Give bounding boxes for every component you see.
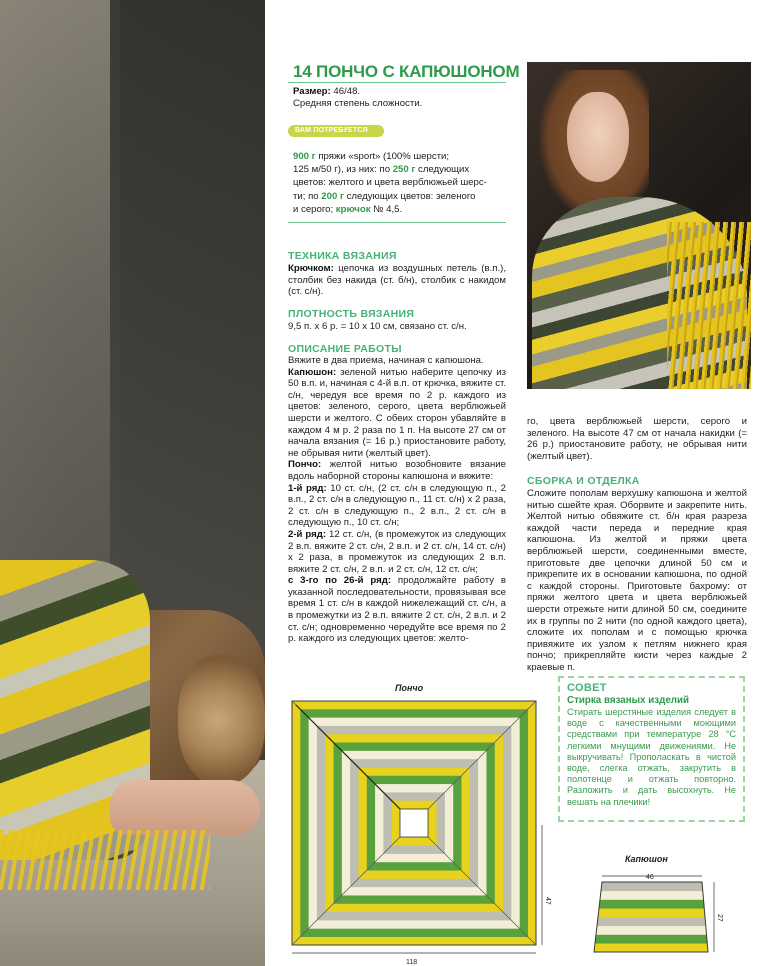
needs-pill: ВАМ ПОТРЕБУЕТСЯ: [288, 125, 384, 137]
stripe-band: [590, 926, 720, 931]
size-block: [293, 86, 508, 109]
stripe-band: [590, 904, 720, 909]
stripe-band: [292, 709, 536, 713]
advice-heading: СОВЕТ: [567, 682, 607, 694]
stripe-band: [300, 701, 304, 945]
poncho-diagram: [286, 695, 551, 966]
technique-body: цепочка из воздушных петель (в.п.), столбик без накида (ст. б/н), столбик с накидом (ст. с/н).: [288, 263, 506, 298]
stripe-band: [292, 928, 536, 932]
poncho-side-dimension: 47: [544, 897, 551, 905]
stripe-band: [590, 895, 720, 900]
model-photo: [527, 62, 751, 389]
assembly-text: Сложите пополам верхушку капюшона и желтой нитью сшейте края. Оборвите и закрепите нить. Желтой нитью обвяжите ст. б/н края разреза каждой части переда и передние края капюшона. Из желтой и пряжи цвета верблюжьей шерсти, соединенными вместе, приготовьте две цепочки длиной 50 см и прикрепите их в основании капюшона, по одной с каждой стороны. Приготовьте бахрому: от пряжи желтого цвета и цвета верблюжьей шерсти отрежьте нити длиной 50 см, соедините их в группы по 2 нити (по одной каждого цвета), сложите их пополам и с помощью крючка привяжите их узлом к петлям нижнего края пончо; прикрепляйте кисти через каждые 2 краевые п.: [527, 488, 747, 673]
stripe-band: [590, 886, 720, 891]
stripe-band: [590, 930, 720, 935]
stripe-band: [590, 908, 720, 913]
stripe-band: [503, 701, 507, 945]
poncho-diagram-label: Пончо: [395, 683, 424, 693]
stripe-band: [590, 939, 720, 944]
stripe-band: [292, 933, 536, 937]
hook-label: крючок: [335, 203, 371, 215]
stripe-band: [309, 701, 313, 945]
stripe-band: [304, 701, 308, 945]
stripe-band: [292, 916, 536, 920]
stripe-band: [519, 701, 523, 945]
technique-heading: ТЕХНИКА ВЯЗАНИЯ: [288, 250, 397, 262]
stripe-band: [292, 912, 536, 916]
description-text: [288, 355, 506, 645]
description-continued: го, цвета верблюжьей шерсти, серого и зеленого. На высоте 47 см от начала накидки (= 26 р.) приостановите работу, не обрывая нити (желтый цвет).: [527, 416, 747, 462]
hood-diagram: [590, 870, 740, 960]
stripe-band: [321, 701, 325, 945]
stripe-band: [292, 924, 536, 928]
stripe-band: [507, 701, 511, 945]
poncho-bottom-dimension: 118: [406, 959, 418, 966]
row2-label: 2-й ряд:: [288, 528, 327, 540]
density-heading: ПЛОТНОСТЬ ВЯЗАНИЯ: [288, 308, 415, 320]
poncho-fringe: [667, 222, 751, 389]
advice-subheading: Стирка вязаных изделий: [567, 695, 690, 706]
materials-line-5a: и серого;: [293, 203, 336, 215]
hook-size: № 4,5.: [370, 203, 403, 215]
technique-text: [288, 263, 506, 298]
stripe-band: [292, 937, 536, 941]
materials-line-4b: следующих цветов: зеленого: [343, 190, 476, 202]
title-rule: [288, 82, 506, 83]
hood-diagram-label: Капюшон: [625, 854, 668, 864]
stripe-band: [528, 701, 532, 945]
stripe-band: [292, 713, 536, 717]
size-value: 46/48.: [333, 86, 361, 97]
rows3-label: с 3-го по 26-й ряд:: [288, 575, 392, 587]
left-photo: [0, 0, 265, 966]
pattern-title: ПОНЧО С КАПЮШОНОМ: [316, 62, 520, 81]
stripe-band: [590, 913, 720, 918]
stripe-band: [590, 917, 720, 922]
face: [567, 92, 629, 182]
materials-line-2a: 125 м/50 г), из них: по: [293, 164, 393, 176]
stripe-band: [292, 718, 536, 722]
density-text: 9,5 п. х 6 р. = 10 х 10 см, связано ст. с/н.: [288, 321, 467, 332]
page-title: [293, 62, 519, 82]
stripe-band: [313, 701, 317, 945]
stripe-band: [292, 722, 536, 726]
row1-text: 10 ст. с/н, (2 ст. с/н в следующую п., 2 в.п., 2 ст. с/н в следующую п., 11 ст. с/н) х 2 раза, 2 ст. с/н в следующую п., 2 в.п., 2 ст. с/н в следующую п., 10 ст. с/н;: [288, 482, 506, 529]
materials-rule: [288, 222, 506, 223]
materials-block: [293, 150, 508, 216]
stripe-band: [524, 701, 528, 945]
materials-line-2b: следующих: [415, 164, 470, 176]
stripe-band: [590, 921, 720, 926]
row2-text: 12 ст. с/н, (в промежуток из следующих 2 в.п. вяжите 2 ст. с/н, 2 в.п. и 2 ст. с/н, 14 ст. с/н) х 2 раза, в промежуток из следующих 2 в.п. вяжите 2 ст. с/н, 2 в.п. и 2 ст. с/н, 12 ст. с/н;: [288, 528, 506, 575]
poncho-label: Пончо:: [288, 459, 322, 471]
stripe-band: [511, 701, 515, 945]
advice-box: [558, 676, 745, 822]
poncho-text: желтой нитью возобновите вязание вдоль наборной стороны капюшона и вяжите:: [288, 459, 506, 482]
assembly-heading: СБОРКА И ОТДЕЛКА: [527, 475, 640, 487]
rows3-text: продолжайте работу в указанной последовательности, провязывая все время 1 ст. с/н в каждой нижележащий ст. с/н, а в промежутки из 2 в.п. вяжите 2 ст. с/н, 2 в.п. и 2 ст. с/н; одновременно чередуйте все время по 2 р. каждого из следующих цветов: желто-: [288, 575, 506, 645]
amount-250: 250 г: [392, 164, 416, 176]
stripe-band: [317, 701, 321, 945]
stripe-band: [292, 726, 536, 730]
hood-top-dimension: 46: [646, 874, 654, 881]
stripe-band: [292, 730, 536, 734]
stripe-band: [590, 943, 720, 948]
stripe-band: [292, 701, 536, 705]
description-intro: Вяжите в два приема, начиная с капюшона.: [288, 355, 484, 366]
stripe-band: [292, 701, 296, 945]
log-end: [178, 655, 265, 785]
technique-label: Крючком:: [288, 263, 334, 274]
difficulty: Средняя степень сложности.: [293, 97, 423, 109]
amount-200: 200 г: [321, 190, 344, 202]
stripe-band: [590, 935, 720, 940]
fringe: [0, 830, 210, 890]
stripe-band: [296, 701, 300, 945]
stripe-band: [590, 891, 720, 896]
row1-label: 1-й ряд:: [288, 482, 327, 494]
stripe-band: [292, 705, 536, 709]
stripe-band: [590, 882, 720, 887]
materials-line-1: пряжи «sport» (100% шерсти;: [315, 151, 450, 162]
pattern-number: 14: [293, 62, 312, 81]
description-heading: ОПИСАНИЕ РАБОТЫ: [288, 343, 402, 355]
advice-text: Стирать шерстяные изделия следует в воде с качественными моющими средствами при температуре 28 °С легкими мнущими движениями. Не выкручивать! Прополаскать в чистой воде, слегка отжать, закрутить в полотенце и отжать повторно. Разложить и дать высохнуть. Не вешать на плечики!: [567, 707, 736, 807]
materials-line-3: цветов: желтого и цвета верблюжьей шерс-: [293, 177, 487, 189]
materials-line-4a: ти; по: [293, 190, 322, 202]
hood-side-dimension: 27: [716, 914, 723, 922]
stripe-band: [590, 900, 720, 905]
wall: [0, 0, 120, 600]
stripe-band: [515, 701, 519, 945]
yarn-amount: 900 г: [293, 151, 316, 162]
hood-label: Капюшон:: [288, 366, 337, 378]
stripe-band: [292, 920, 536, 924]
hand: [110, 780, 260, 835]
size-label: Размер:: [293, 86, 331, 97]
hood-text: зеленой нитью наберите цепочку из 50 в.п. и, начиная с 4-й в.п. от крючка, вяжите ст. с/н, чередуя все время по 2 р. каждого из цветов: зеленого, серого, цвета верблюжьей шерсти и желтого. С обеих сторон убавляйте в каждом 4 м р. 2 раза по 1 п. На высоте 27 см от начала вязания (= 16 р.) приостановите работу, не обрывая нити (желтый цвет).: [288, 366, 506, 459]
hood-stripes: [590, 882, 720, 952]
neck-opening: [400, 809, 428, 837]
